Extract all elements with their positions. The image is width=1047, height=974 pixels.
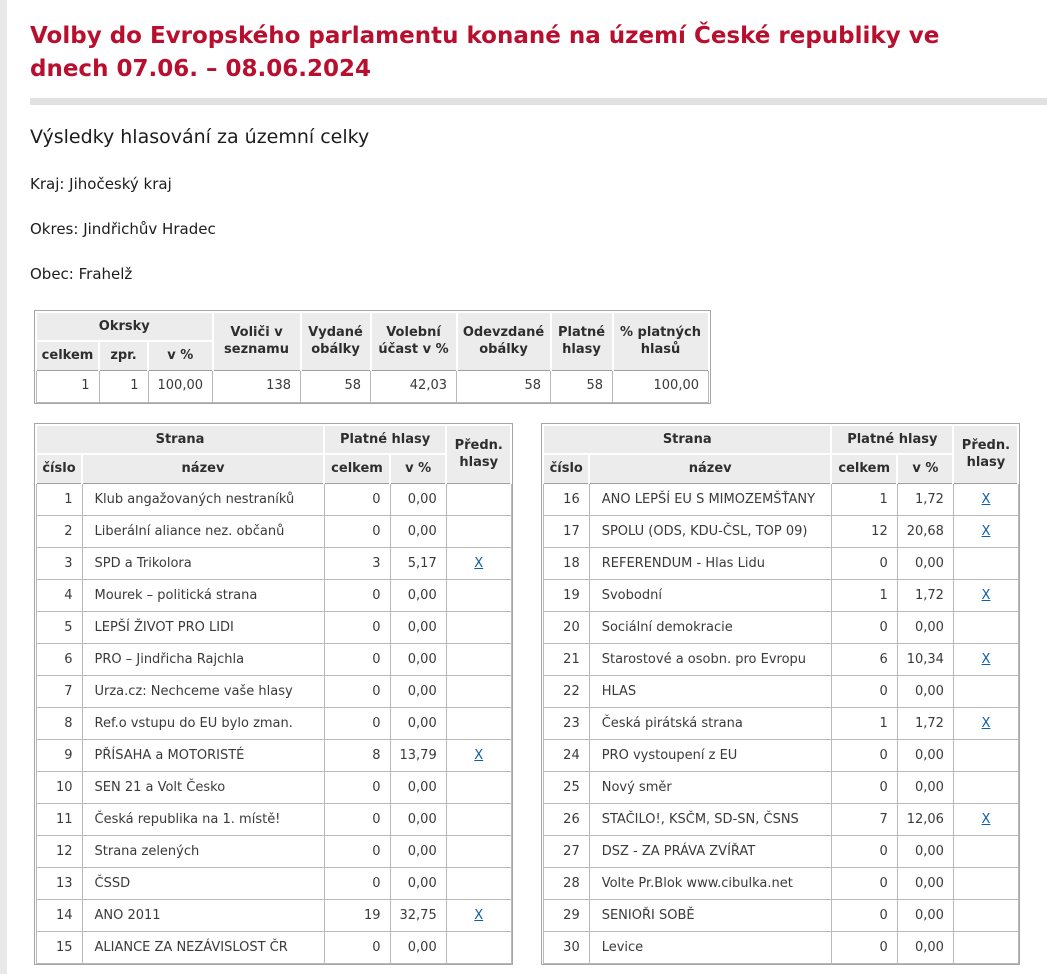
party-number-cell: 2 [36,515,82,547]
party-pct-cell: 0,00 [390,483,446,515]
party-pct-cell: 5,17 [390,547,446,579]
party-name-cell: Liberální aliance nez. občanů [82,515,324,547]
party-name-cell: Levice [589,931,831,963]
pct-platnych-hlasu-value: 100,00 [613,370,709,402]
party-number-cell: 8 [36,707,82,739]
pref-votes-link[interactable]: X [981,811,991,827]
party-votes-cell: 0 [831,899,897,931]
pref-votes-cell [446,579,511,611]
party-pct-cell: 1,72 [897,707,953,739]
obec-line: Obec: Frahelž [30,264,133,283]
pref-votes-cell [953,899,1018,931]
party-name-cell: ANO 2011 [82,899,324,931]
party-number-cell: 3 [36,547,82,579]
party-number-cell: 26 [543,803,589,835]
header-celkem: celkem [324,454,390,483]
party-votes-cell: 1 [831,707,897,739]
header-predn-hlasy: Předn. hlasy [953,425,1018,484]
pref-votes-link[interactable]: X [474,747,484,763]
party-name-cell: Svobodní [589,579,831,611]
party-name-cell: Ref.o vstupu do EU bylo zman. [82,707,324,739]
header-cislo: číslo [543,454,589,483]
party-number-cell: 19 [543,579,589,611]
party-votes-cell: 6 [831,643,897,675]
party-pct-cell: 0,00 [390,771,446,803]
party-name-cell: SPD a Trikolora [82,547,324,579]
party-row [543,611,1018,643]
pref-votes-cell [446,867,511,899]
party-row [543,899,1018,931]
party-number-cell: 16 [543,483,589,515]
pref-votes-cell [953,675,1018,707]
party-name-cell: Česká republika na 1. místě! [82,803,324,835]
party-votes-cell: 0 [831,771,897,803]
party-votes-cell: 0 [324,579,390,611]
party-number-cell: 11 [36,803,82,835]
party-name-cell: SPOLU (ODS, KDU-ČSL, TOP 09) [589,515,831,547]
party-row [36,803,511,835]
pref-votes-link[interactable]: X [474,907,484,923]
party-name-cell: Mourek – politická strana [82,579,324,611]
party-tables-area [34,423,1047,965]
party-row [36,611,511,643]
pref-votes-cell [953,643,1018,675]
pref-votes-cell [953,515,1018,547]
party-name-cell: Urza.cz: Nechceme vaše hlasy [82,675,324,707]
party-pct-cell: 0,00 [390,867,446,899]
pref-votes-cell [446,515,511,547]
party-number-cell: 21 [543,643,589,675]
pref-votes-cell [953,611,1018,643]
party-pct-cell: 0,00 [897,867,953,899]
header-odevzdane-obalky: Odevzdané obálky [457,312,551,371]
results-subtitle: Výsledky hlasování za územní celky [30,125,370,148]
party-pct-cell: 0,00 [390,675,446,707]
party-votes-cell: 0 [324,515,390,547]
party-number-cell: 27 [543,835,589,867]
pref-votes-cell [446,771,511,803]
party-name-cell: Nový směr [589,771,831,803]
party-table-left [35,424,512,964]
party-row [36,515,511,547]
party-number-cell: 25 [543,771,589,803]
odevzdane-obalky-value: 58 [457,370,551,402]
pref-votes-cell [446,707,511,739]
pref-votes-cell [446,675,511,707]
platne-hlasy-value: 58 [551,370,613,402]
header-celkem: celkem [831,454,897,483]
party-votes-cell: 0 [324,707,390,739]
party-row [543,643,1018,675]
party-pct-cell: 0,00 [897,835,953,867]
party-pct-cell: 0,00 [390,931,446,963]
turnout-row [36,370,709,402]
okrsky-celkem-value: 1 [36,370,99,402]
party-votes-cell: 0 [831,835,897,867]
kraj-line: Kraj: Jihočeský kraj [30,174,172,193]
party-pct-cell: 1,72 [897,483,953,515]
party-pct-cell: 12,06 [897,803,953,835]
party-number-cell: 5 [36,611,82,643]
header-platne-hlasy-group: Platné hlasy [831,425,953,455]
party-number-cell: 9 [36,739,82,771]
party-votes-cell: 0 [324,835,390,867]
party-pct-cell: 0,00 [390,579,446,611]
party-row [36,643,511,675]
header-okrsky-vpct: v % [148,341,213,370]
party-name-cell: PŘÍSAHA a MOTORISTÉ [82,739,324,771]
party-name-cell: Sociální demokracie [589,611,831,643]
party-row [36,579,511,611]
party-name-cell: STAČILO!, KSČM, SD-SN, ČSNS [589,803,831,835]
header-predn-hlasy: Předn. hlasy [446,425,511,484]
volebni-ucast-value: 42,03 [371,370,457,402]
party-pct-cell: 0,00 [897,899,953,931]
party-table-right [542,424,1019,964]
header-nazev: název [82,454,324,483]
title-divider [30,98,1047,105]
pref-votes-cell [446,611,511,643]
header-strana: Strana [36,425,324,455]
turnout-table-wrapper [34,310,711,404]
party-table-left-wrapper [34,423,513,965]
party-name-cell: REFERENDUM - Hlas Lidu [589,547,831,579]
party-number-cell: 14 [36,899,82,931]
party-votes-cell: 0 [831,867,897,899]
party-pct-cell: 0,00 [390,835,446,867]
party-row [543,739,1018,771]
party-row [543,579,1018,611]
header-platne-hlasy-group: Platné hlasy [324,425,446,455]
party-number-cell: 28 [543,867,589,899]
party-votes-cell: 19 [324,899,390,931]
party-votes-cell: 0 [324,675,390,707]
party-number-cell: 24 [543,739,589,771]
pref-votes-link[interactable]: X [474,555,484,571]
party-table-right-wrapper [541,423,1020,965]
pref-votes-cell [446,643,511,675]
party-votes-cell: 0 [324,643,390,675]
party-row [543,867,1018,899]
party-row [543,931,1018,963]
party-pct-cell: 0,00 [897,771,953,803]
party-number-cell: 18 [543,547,589,579]
party-pct-cell: 10,34 [897,643,953,675]
header-okrsky-celkem: celkem [36,341,99,370]
party-row [543,483,1018,515]
party-pct-cell: 0,00 [897,739,953,771]
page-title: Volby do Evropského parlamentu konané na území České republiky ve dnech 07.06. – 08.06.2024 [30,23,940,83]
pref-votes-cell [446,739,511,771]
pref-votes-cell [953,931,1018,963]
party-pct-cell: 0,00 [897,675,953,707]
pref-votes-cell [953,707,1018,739]
party-number-cell: 20 [543,611,589,643]
party-name-cell: Starostové a osobn. pro Evropu [589,643,831,675]
party-number-cell: 17 [543,515,589,547]
party-votes-cell: 0 [831,547,897,579]
party-pct-cell: 32,75 [390,899,446,931]
left-edge-strip [0,0,7,974]
party-votes-cell: 0 [324,867,390,899]
header-okrsky: Okrsky [36,312,213,342]
pref-votes-cell [446,899,511,931]
pref-votes-link[interactable]: X [981,715,991,731]
party-pct-cell: 20,68 [897,515,953,547]
pref-votes-cell [953,803,1018,835]
pref-votes-cell [446,803,511,835]
pref-votes-link[interactable]: X [981,491,991,507]
party-number-cell: 15 [36,931,82,963]
party-pct-cell: 0,00 [390,803,446,835]
party-row [36,835,511,867]
pref-votes-cell [953,835,1018,867]
pref-votes-cell [446,835,511,867]
pref-votes-cell [953,771,1018,803]
header-vpct: v % [390,454,446,483]
party-row [36,547,511,579]
party-pct-cell: 0,00 [390,515,446,547]
header-vpct: v % [897,454,953,483]
party-pct-cell: 1,72 [897,579,953,611]
party-row [36,675,511,707]
party-row [543,675,1018,707]
party-row [36,483,511,515]
party-name-cell: SENIOŘI SOBĚ [589,899,831,931]
pref-votes-link[interactable]: X [981,651,991,667]
party-name-cell: Volte Pr.Blok www.cibulka.net [589,867,831,899]
party-votes-cell: 0 [324,803,390,835]
party-name-cell: Strana zelených [82,835,324,867]
party-name-cell: HLAS [589,675,831,707]
party-row [543,707,1018,739]
party-number-cell: 7 [36,675,82,707]
party-name-cell: Česká pirátská strana [589,707,831,739]
header-platne-hlasy: Platné hlasy [551,312,613,371]
party-name-cell: ALIANCE ZA NEZÁVISLOST ČR [82,931,324,963]
party-name-cell: DSZ - ZA PRÁVA ZVÍŘAT [589,835,831,867]
party-row [543,547,1018,579]
party-votes-cell: 0 [831,675,897,707]
party-number-cell: 23 [543,707,589,739]
party-row [543,803,1018,835]
pref-votes-link[interactable]: X [981,587,991,603]
party-number-cell: 10 [36,771,82,803]
volici-v-seznamu-value: 138 [213,370,301,402]
party-votes-cell: 1 [831,579,897,611]
party-pct-cell: 0,00 [897,611,953,643]
okrsky-zpr-value: 1 [99,370,148,402]
party-pct-cell: 0,00 [897,547,953,579]
party-row [36,867,511,899]
pref-votes-cell [953,867,1018,899]
party-name-cell: PRO – Jindřicha Rajchla [82,643,324,675]
pref-votes-cell [446,483,511,515]
party-number-cell: 12 [36,835,82,867]
header-strana: Strana [543,425,831,455]
party-pct-cell: 0,00 [390,707,446,739]
party-pct-cell: 13,79 [390,739,446,771]
party-votes-cell: 1 [831,483,897,515]
header-cislo: číslo [36,454,82,483]
vydane-obalky-value: 58 [301,370,371,402]
header-volici-v-seznamu: Voliči v seznamu [213,312,301,371]
party-row [36,707,511,739]
party-votes-cell: 0 [324,931,390,963]
party-number-cell: 13 [36,867,82,899]
header-vydane-obalky: Vydané obálky [301,312,371,371]
party-name-cell: LEPŠÍ ŽIVOT PRO LIDI [82,611,324,643]
party-name-cell: ČSSD [82,867,324,899]
party-votes-cell: 3 [324,547,390,579]
header-okrsky-zpr: zpr. [99,341,148,370]
pref-votes-cell [953,547,1018,579]
header-pct-platnych-hlasu: % platných hlasů [613,312,709,371]
party-name-cell: SEN 21 a Volt Česko [82,771,324,803]
okrsky-vpct-value: 100,00 [148,370,213,402]
party-number-cell: 1 [36,483,82,515]
party-votes-cell: 0 [324,483,390,515]
party-votes-cell: 7 [831,803,897,835]
pref-votes-cell [446,547,511,579]
party-name-cell: PRO vystoupení z EU [589,739,831,771]
party-votes-cell: 0 [831,739,897,771]
party-row [543,835,1018,867]
party-votes-cell: 0 [831,931,897,963]
header-nazev: název [589,454,831,483]
party-number-cell: 30 [543,931,589,963]
party-number-cell: 29 [543,899,589,931]
party-votes-cell: 0 [324,611,390,643]
pref-votes-cell [953,739,1018,771]
party-number-cell: 22 [543,675,589,707]
party-votes-cell: 0 [831,611,897,643]
party-row [36,931,511,963]
party-row [543,515,1018,547]
party-pct-cell: 0,00 [390,611,446,643]
party-row [36,899,511,931]
pref-votes-link[interactable]: X [981,523,991,539]
header-volebni-ucast: Volební účast v % [371,312,457,371]
party-name-cell: ANO LEPŠÍ EU S MIMOZEMŠŤANY [589,483,831,515]
party-number-cell: 4 [36,579,82,611]
party-row [543,771,1018,803]
pref-votes-cell [446,931,511,963]
turnout-table [35,311,710,403]
party-votes-cell: 12 [831,515,897,547]
party-votes-cell: 0 [324,771,390,803]
party-votes-cell: 8 [324,739,390,771]
party-number-cell: 6 [36,643,82,675]
party-pct-cell: 0,00 [390,643,446,675]
party-name-cell: Klub angažovaných nestraníků [82,483,324,515]
party-row [36,771,511,803]
party-pct-cell: 0,00 [897,931,953,963]
party-row [36,739,511,771]
pref-votes-cell [953,483,1018,515]
pref-votes-cell [953,579,1018,611]
okres-line: Okres: Jindřichův Hradec [30,219,216,238]
